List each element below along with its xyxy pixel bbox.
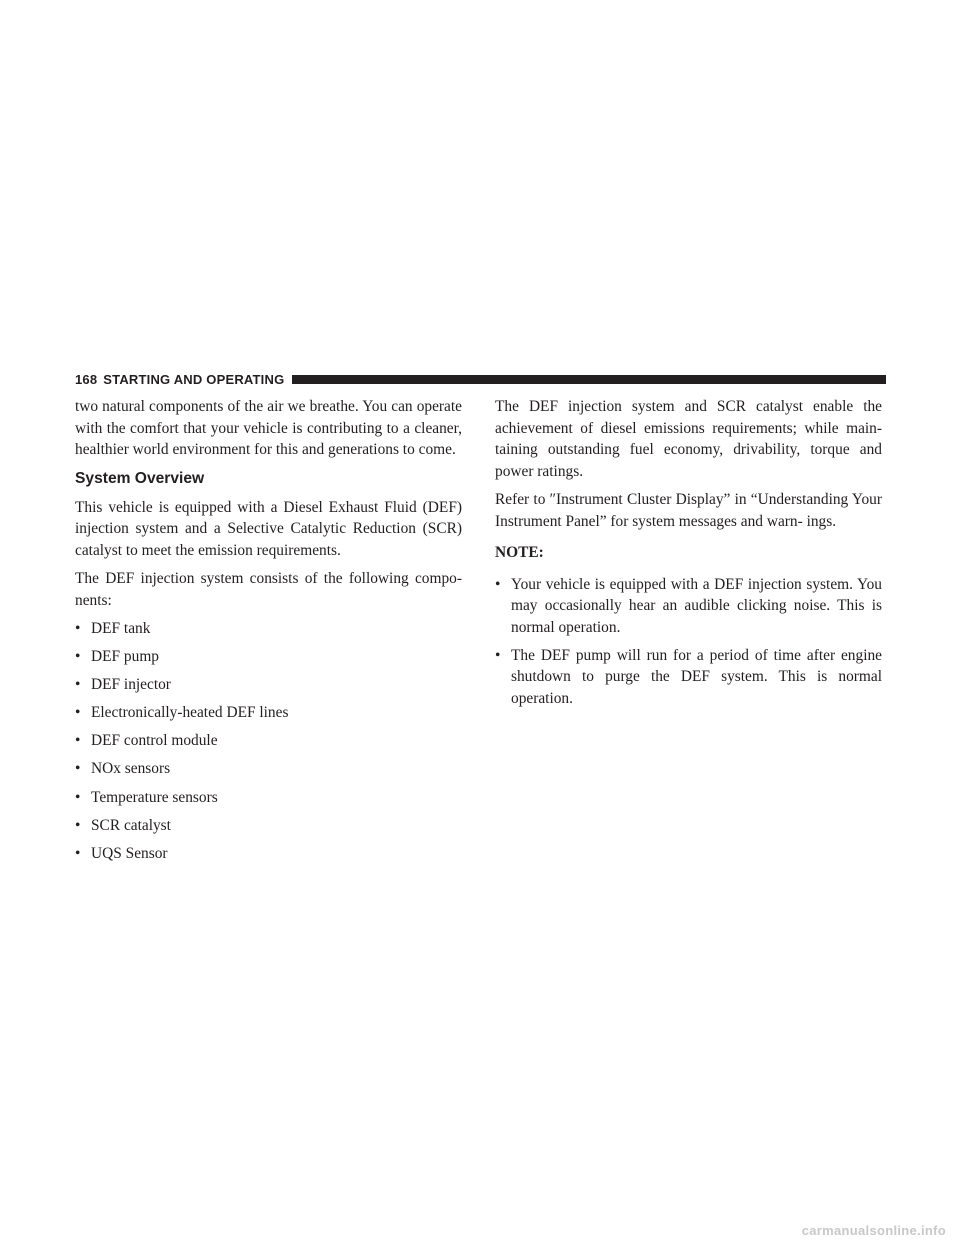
list-item-text: SCR catalyst [91,816,171,834]
reference-paragraph: Refer to ″Instrument Cluster Display” in “Understanding Your Instrument Panel” for system messages and warn- ings. [495,491,882,530]
note-item [495,645,882,710]
bullet-icon: • [75,732,81,750]
intro-paragraph: two natural components of the air we breathe. You can operate with the comfort that your vehicle is contributing to a cleaner, healthier world environment for this and generations to come. [75,398,462,458]
bullet-icon: • [75,844,81,862]
note-item-text: Your vehicle is equipped with a DEF injection system. You may occasionally hear an audible clicking noise. This is normal operation. [511,575,882,636]
list-item [75,618,462,640]
bullet-icon: • [75,760,81,778]
right-column [495,396,882,716]
bullet-icon: • [75,648,81,666]
list-item-text: Electronically-heated DEF lines [91,704,289,722]
section-heading: System Overview [75,469,205,487]
bullet-icon: • [75,704,81,722]
notes-list [495,574,882,710]
list-item [75,815,462,837]
page-header [75,370,886,388]
emissions-paragraph: The DEF injection system and SCR catalyst enable the achievement of diesel emissions requirements; while main- taining outstanding fuel economy, drivability, torque and power ratings. [495,398,882,480]
overview-paragraph: This vehicle is equipped with a Diesel Exhaust Fluid (DEF) injection system and a Selective Catalytic Reduction (SCR) catalyst to meet the emission requirements. [75,498,462,559]
list-item-text: Temperature sensors [91,788,218,806]
watermark-logo: carmanualsonline.info [801,1223,946,1238]
list-item [75,702,462,724]
header-rule [292,375,886,384]
list-item-text: DEF tank [91,620,151,637]
bullet-icon: • [75,620,81,637]
list-item [75,674,462,696]
note-item [495,574,882,639]
list-item-text: UQS Sensor [91,844,168,862]
list-item [75,758,462,780]
bullet-icon: • [495,646,501,664]
list-item [75,646,462,668]
list-item-text: NOx sensors [91,760,171,778]
list-item-text: DEF control module [91,732,218,750]
list-item-text: DEF injector [91,676,171,694]
components-intro-paragraph: The DEF injection system consists of the following compo- nents: [75,570,462,609]
list-item [75,787,462,809]
bullet-icon: • [75,816,81,834]
bullet-icon: • [75,788,81,806]
list-item [75,843,462,865]
list-item [75,730,462,752]
page-number: 168 [75,371,98,387]
left-column [75,396,462,871]
section-title: STARTING AND OPERATING [103,371,285,387]
note-item-text: The DEF pump will run for a period of time after engine shutdown to purge the DEF system. This is normal operation. [511,646,882,707]
list-item-text: DEF pump [91,648,159,666]
note-label: NOTE: [495,544,544,561]
bullet-icon: • [75,676,81,694]
bullet-icon: • [495,575,501,593]
components-list [75,618,462,864]
